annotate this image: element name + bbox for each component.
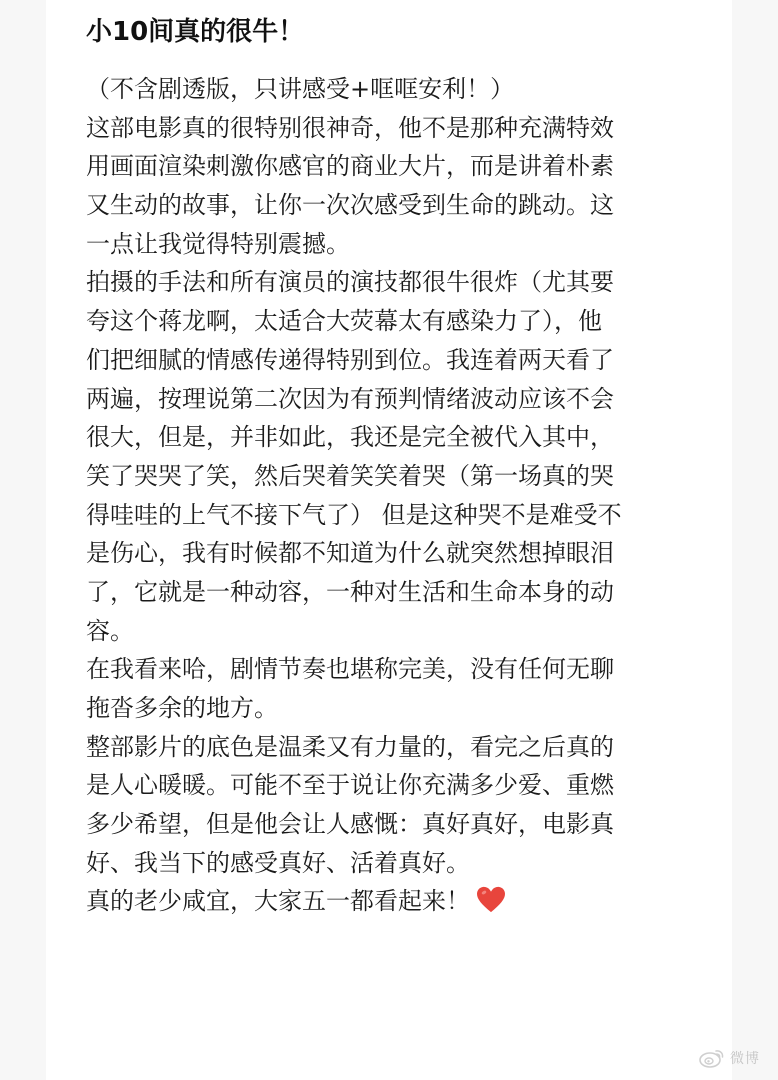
post-line-last-text: 真的老少咸宜，大家五一都看起来！ [86, 887, 470, 916]
watermark-text: 微博 [730, 1051, 760, 1067]
post-line: 好、我当下的感受真好、活着真好。 [86, 848, 470, 877]
weibo-watermark [699, 1048, 760, 1068]
post-line: 夸这个蒋龙啊，太适合大荧幕太有感染力了），他 [86, 307, 602, 336]
post-line: 了，它就是一种动容，一种对生活和生命本身的动 [86, 577, 614, 606]
post-line: 们把细腻的情感传递得特别到位。我连着两天看了 [86, 345, 614, 374]
post-line: 两遍，按理说第二次因为有预判情绪波动应该不会 [86, 384, 614, 413]
post-line: 多少希望，但是他会让人感慨：真好真好，电影真 [86, 810, 614, 839]
post-line: 是人心暖暖。可能不至于说让你充满多少爱、重燃 [86, 771, 614, 800]
post-line: 在我看来哈，剧情节奏也堪称完美，没有任何无聊 [86, 655, 614, 684]
post-line: 整部影片的底色是温柔又有力量的，看完之后真的 [86, 732, 614, 761]
post-line: 得哇哇的上气不接下气了） 但是这种哭不是难受不 [86, 500, 622, 529]
post-line: 拖沓多余的地方。 [86, 694, 278, 722]
post-line: （不含剧透版，只讲感受+哐哐安利！） [86, 75, 515, 103]
post-line: 很大，但是，并非如此，我还是完全被代入其中， [86, 423, 614, 452]
post-body [86, 70, 696, 921]
post-line: 这部电影真的很特别很神奇，他不是那种充满特效 [86, 113, 614, 142]
post-line: 又生动的故事，让你一次次感受到生命的跳动。这 [86, 191, 614, 220]
post-line: 拍摄的手法和所有演员的演技都很牛很炸（尤其要 [86, 268, 614, 297]
post-line: 笑了哭哭了笑，然后哭着笑笑着哭（第一场真的哭 [86, 461, 614, 490]
heart-icon [476, 886, 506, 914]
post-line: 是伤心，我有时候都不知道为什么就突然想掉眼泪 [86, 539, 614, 568]
post-line: 用画面渲染刺激你感官的商业大片，而是讲着朴素 [86, 152, 614, 181]
post-line: 一点让我觉得特别震撼。 [86, 229, 350, 258]
weibo-logo-icon [699, 1048, 725, 1068]
post-line: 容。 [86, 616, 134, 645]
post-title: 小10间真的很牛！ [86, 17, 305, 47]
post-line-last [86, 882, 696, 921]
